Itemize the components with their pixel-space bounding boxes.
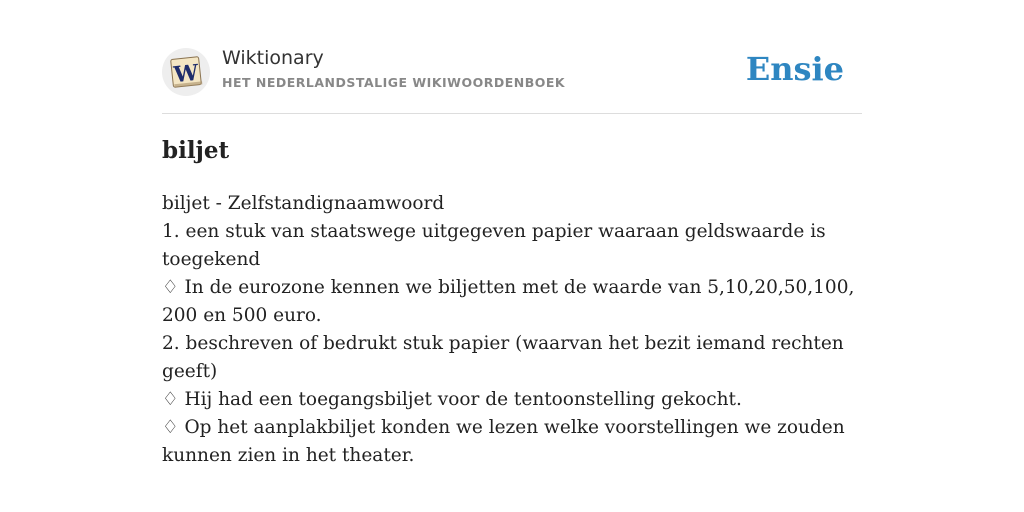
- site-name[interactable]: Wiktionary: [222, 47, 324, 69]
- header: [162, 44, 862, 114]
- definition-1: 1. een stuk van staatswege uitgegeven papier waaraan geldswaarde is toegekend: [162, 221, 826, 270]
- logo-letter: W: [172, 59, 200, 89]
- page-title: biljet: [162, 137, 230, 164]
- site-tagline: HET NEDERLANDSTALIGE WIKIWOORDENBOEK: [222, 75, 566, 90]
- example-1: ♢ In de eurozone kennen we biljetten met de waarde van 5,10,20,50,100, 200 en 500 euro.: [162, 277, 855, 326]
- definition-body: [162, 190, 867, 470]
- logo-tile: [166, 52, 206, 92]
- definition-2: 2. beschreven of bedrukt stuk papier (waarvan het bezit iemand rechten geeft): [162, 333, 844, 382]
- header-divider: [162, 113, 862, 114]
- ensie-brand-link[interactable]: Ensie: [745, 50, 844, 88]
- example-3: ♢ Op het aanplakbiljet konden we lezen welke voorstellingen we zouden kunnen zien in het theater.: [162, 417, 845, 466]
- example-2: ♢ Hij had een toegangsbiljet voor de tentoonstelling gekocht.: [162, 389, 742, 410]
- wiktionary-logo-icon[interactable]: [162, 48, 210, 96]
- part-of-speech-line: biljet - Zelfstandignaamwoord: [162, 193, 445, 214]
